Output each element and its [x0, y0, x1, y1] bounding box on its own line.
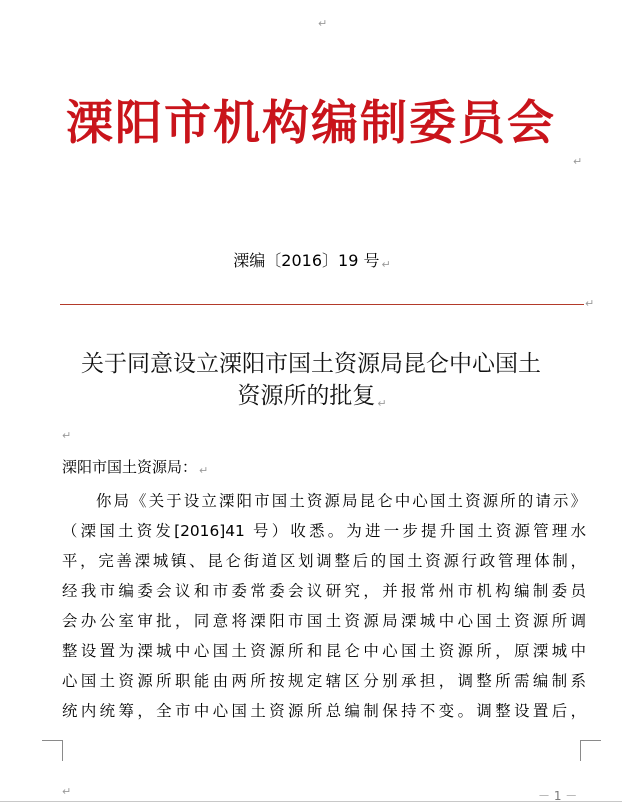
body-line: （溧国土资发[2016]41 号）收悉。为进一步提升国土资源管理水 — [62, 522, 586, 540]
body-line: 你局《关于设立溧阳市国土资源局昆仑中心国土资源所的请示》 — [96, 492, 586, 510]
issuing-authority-title: 溧阳市机构编制委员会 — [66, 96, 556, 151]
body-line: 会办公室审批，同意将溧阳市国土资源局溧城中心国土资源所调 — [62, 612, 586, 630]
margin-corner-mark — [580, 740, 601, 761]
page-bottom-edge — [0, 801, 622, 802]
paragraph-mark-icon: ↵ — [199, 464, 209, 477]
paragraph-mark-icon: ↵ — [381, 258, 391, 271]
red-divider-line — [60, 304, 584, 305]
body-line: 整设置为溧城中心国土资源所和昆仑中心国土资源所，原溧城中 — [62, 642, 586, 660]
paragraph-mark-icon: ↵ — [62, 785, 72, 798]
paragraph-mark-icon: ↵ — [318, 17, 328, 30]
paragraph-mark-icon: ↵ — [585, 297, 595, 310]
document-title — [40, 348, 582, 412]
paragraph-mark-icon: ↵ — [62, 429, 72, 442]
margin-corner-mark — [42, 740, 63, 761]
body-paragraph — [62, 486, 586, 726]
paragraph-mark-icon: ↵ — [573, 155, 583, 168]
addressee: 溧阳市国土资源局： ↵ — [62, 458, 209, 477]
document-number: 溧编〔2016〕19 号 ↵ — [233, 251, 391, 271]
document-title-line: 关于同意设立溧阳市国土资源局昆仑中心国土 — [81, 351, 541, 377]
body-line: 统内统筹，全市中心国土资源所总编制保持不变。调整设置后， — [62, 702, 586, 720]
page-number: － 1 － — [538, 789, 578, 803]
body-line: 经我市编委会议和市委常委会议研究，并报常州市机构编制委员 — [62, 582, 586, 600]
document-title-line: 资源所的批复 ↵ — [237, 383, 387, 410]
paragraph-mark-icon: ↵ — [377, 397, 387, 410]
body-line: 心国土资源所职能由两所按规定辖区分别承担，调整所需编制系 — [62, 672, 586, 690]
body-line: 平，完善溧城镇、昆仑街道区划调整后的国土资源行政管理体制， — [62, 552, 586, 570]
